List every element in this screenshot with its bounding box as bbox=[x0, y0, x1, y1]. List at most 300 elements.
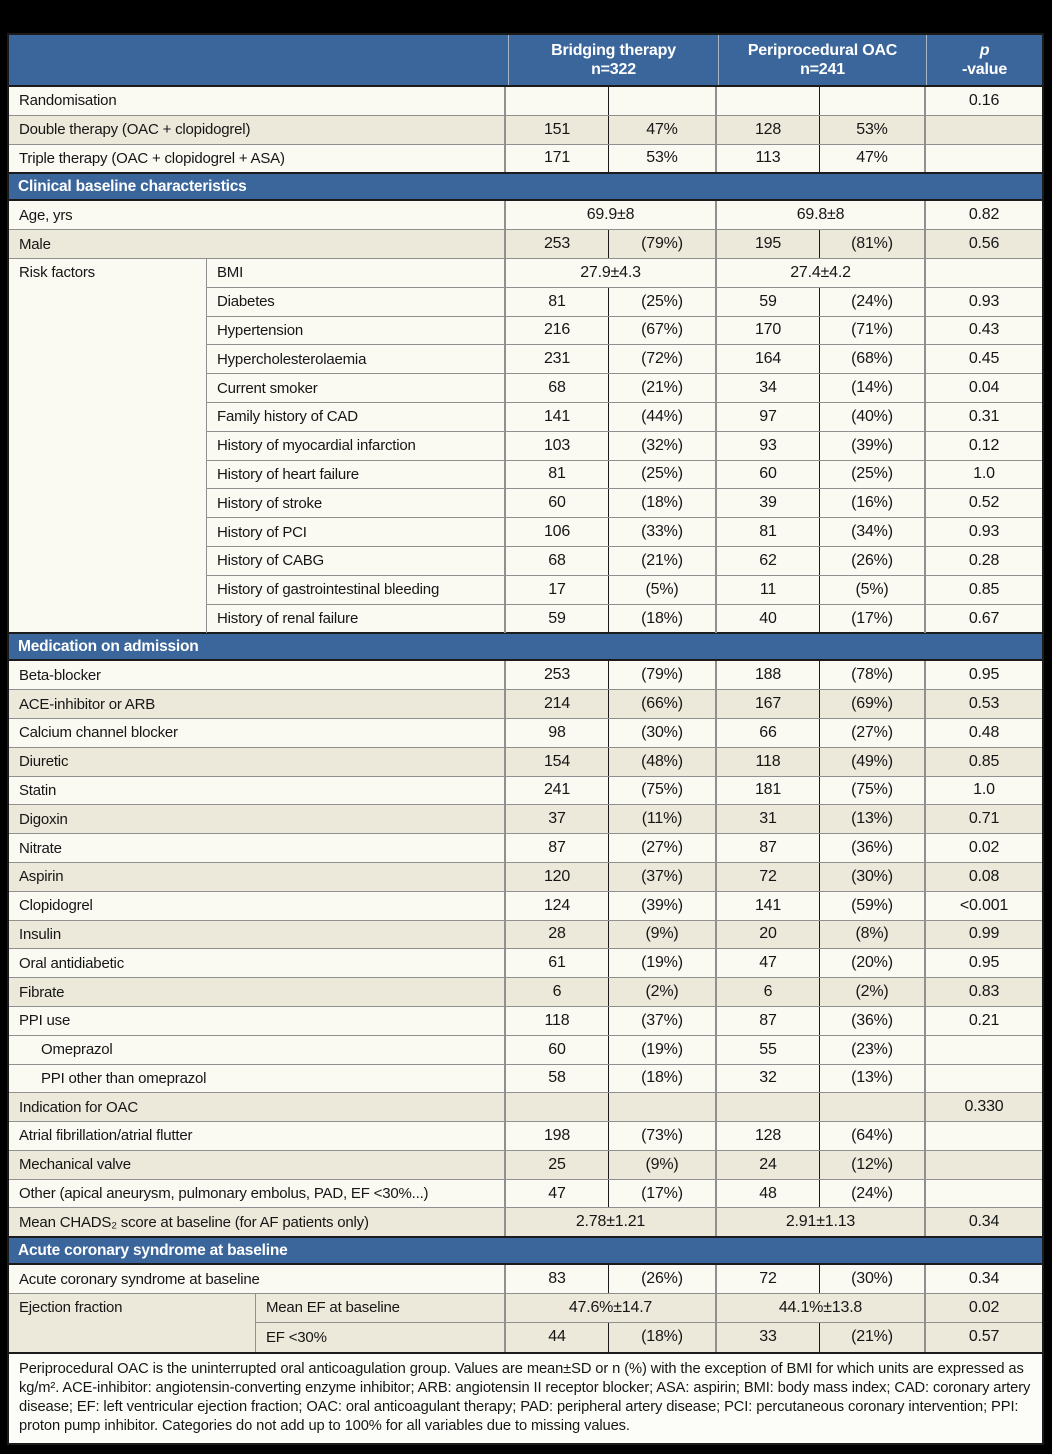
pvalue-cell: 0.43 bbox=[968, 321, 1000, 339]
pvalue-cell: 0.04 bbox=[968, 379, 1000, 397]
table-row bbox=[9, 1007, 1042, 1036]
count-cell: 17 bbox=[506, 576, 609, 604]
count-cell: 48 bbox=[717, 1180, 820, 1208]
count-cell: 81 bbox=[506, 288, 609, 316]
header-group-periprocedural-oac bbox=[719, 35, 927, 85]
subrow-label: Hypertension bbox=[207, 317, 506, 345]
pvalue-italic-p: p bbox=[979, 42, 990, 59]
pvalue-cell bbox=[926, 1180, 1042, 1208]
count-cell: 171 bbox=[506, 145, 609, 173]
pvalue-cell: 0.85 bbox=[968, 752, 1000, 770]
merged-value-cell: 27.4±4.2 bbox=[717, 259, 926, 287]
percent-cell: (24%) bbox=[820, 1180, 926, 1208]
count-cell: 103 bbox=[506, 432, 609, 460]
count-cell: 141 bbox=[717, 892, 820, 920]
pvalue-cell bbox=[926, 1065, 1042, 1093]
percent-cell bbox=[820, 1093, 926, 1121]
count-cell: 181 bbox=[717, 777, 820, 805]
row-label: Statin bbox=[9, 777, 506, 805]
table-footnote: Periprocedural OAC is the uninterrupted oral anticoagulation group. Values are mean±SD or n (%) with the exception of BMI for which units are expressed as kg/m². ACE-inhibitor: angiotensin-converting enzyme inhibitor; ARB: angiotensin II receptor blocker; ASA: aspirin; BMI: body mass index; CAD: coronary artery disease; EF: left ventricular ejection fraction; OAC: oral anticoagulant therapy; PAD: peripheral artery disease; PCI: percutaneous coronary intervention; PPI: proton pump inhibitor. Categories do not add up to 100% for all variables due to missing values. bbox=[9, 1352, 1042, 1443]
merged-value-cell: 44.1%±13.8 bbox=[717, 1294, 926, 1322]
table-row bbox=[9, 863, 1042, 892]
table-subrow bbox=[207, 345, 1042, 374]
pvalue-rest: -value bbox=[961, 61, 1008, 78]
group-row-label: Ejection fraction bbox=[9, 1294, 256, 1352]
pvalue-cell: 0.34 bbox=[968, 1213, 1000, 1231]
count-cell: 81 bbox=[717, 518, 820, 546]
count-cell: 106 bbox=[506, 518, 609, 546]
percent-cell: (21%) bbox=[820, 1323, 926, 1352]
percent-cell: (37%) bbox=[609, 1007, 717, 1035]
percent-cell: (2%) bbox=[820, 978, 926, 1006]
pvalue-cell: 0.99 bbox=[968, 925, 1000, 943]
percent-cell: (27%) bbox=[820, 719, 926, 747]
row-label: Nitrate bbox=[9, 834, 506, 862]
percent-cell: (9%) bbox=[609, 921, 717, 949]
section-header-row: Medication on admission bbox=[9, 632, 1042, 661]
subrow-label: History of gastrointestinal bleeding bbox=[207, 576, 506, 604]
section-header-row: Clinical baseline characteristics bbox=[9, 172, 1042, 201]
subrow-label: History of CABG bbox=[207, 547, 506, 575]
percent-cell: (18%) bbox=[609, 1323, 717, 1352]
percent-cell: (21%) bbox=[609, 374, 717, 402]
pvalue-cell: 0.08 bbox=[968, 867, 1000, 885]
percent-cell bbox=[820, 87, 926, 115]
table-row bbox=[9, 777, 1042, 806]
percent-cell: (13%) bbox=[820, 805, 926, 833]
percent-cell: (25%) bbox=[820, 461, 926, 489]
percent-cell: (21%) bbox=[609, 547, 717, 575]
percent-cell: (18%) bbox=[609, 1065, 717, 1093]
count-cell bbox=[717, 87, 820, 115]
subrow-label: History of heart failure bbox=[207, 461, 506, 489]
table-row bbox=[9, 145, 1042, 174]
percent-cell bbox=[609, 87, 717, 115]
pvalue-cell: <0.001 bbox=[959, 896, 1009, 914]
percent-cell: (19%) bbox=[609, 1036, 717, 1064]
merged-value-cell: 2.78±1.21 bbox=[506, 1208, 717, 1236]
table-row bbox=[9, 978, 1042, 1007]
row-label: Diuretic bbox=[9, 748, 506, 776]
count-cell: 87 bbox=[717, 1007, 820, 1035]
count-cell: 154 bbox=[506, 748, 609, 776]
count-cell: 164 bbox=[717, 345, 820, 373]
pvalue-cell: 0.71 bbox=[968, 810, 1000, 828]
pvalue-cell: 0.56 bbox=[968, 235, 1000, 253]
count-cell bbox=[717, 1093, 820, 1121]
percent-cell: (24%) bbox=[820, 288, 926, 316]
count-cell: 97 bbox=[717, 403, 820, 431]
table-row bbox=[9, 805, 1042, 834]
count-cell: 55 bbox=[717, 1036, 820, 1064]
row-label: Fibrate bbox=[9, 978, 506, 1006]
count-cell: 98 bbox=[506, 719, 609, 747]
percent-cell: (69%) bbox=[820, 690, 926, 718]
percent-cell: (12%) bbox=[820, 1151, 926, 1179]
row-label: Oral antidiabetic bbox=[9, 949, 506, 977]
table-header-row bbox=[9, 35, 1042, 87]
pvalue-cell: 0.21 bbox=[968, 1011, 1000, 1029]
percent-cell: (5%) bbox=[820, 576, 926, 604]
percent-cell: (39%) bbox=[820, 432, 926, 460]
header-pvalue bbox=[927, 35, 1042, 85]
percent-cell: (40%) bbox=[820, 403, 926, 431]
count-cell: 25 bbox=[506, 1151, 609, 1179]
count-cell: 20 bbox=[717, 921, 820, 949]
table-row bbox=[9, 690, 1042, 719]
group-subrows bbox=[256, 1294, 1042, 1352]
count-cell: 241 bbox=[506, 777, 609, 805]
row-label: Calcium channel blocker bbox=[9, 719, 506, 747]
count-cell: 60 bbox=[506, 1036, 609, 1064]
table-body bbox=[9, 87, 1042, 1352]
count-cell: 6 bbox=[506, 978, 609, 1006]
pvalue-cell: 0.34 bbox=[968, 1270, 1000, 1288]
pvalue-cell: 0.52 bbox=[968, 494, 1000, 512]
pvalue-cell: 0.31 bbox=[968, 407, 1000, 425]
percent-cell: (19%) bbox=[609, 949, 717, 977]
percent-cell: (17%) bbox=[820, 605, 926, 634]
merged-value-cell: 69.9±8 bbox=[506, 201, 717, 229]
pvalue-cell: 0.57 bbox=[968, 1328, 1000, 1346]
count-cell: 83 bbox=[506, 1265, 609, 1293]
pvalue-cell: 0.95 bbox=[968, 954, 1000, 972]
row-label: Aspirin bbox=[9, 863, 506, 891]
percent-cell: (18%) bbox=[609, 605, 717, 634]
count-cell: 62 bbox=[717, 547, 820, 575]
percent-cell: (71%) bbox=[820, 317, 926, 345]
table-subrow bbox=[207, 461, 1042, 490]
row-label: Acute coronary syndrome at baseline bbox=[9, 1265, 506, 1293]
count-cell: 68 bbox=[506, 374, 609, 402]
count-cell: 81 bbox=[506, 461, 609, 489]
percent-cell: (5%) bbox=[609, 576, 717, 604]
percent-cell: (30%) bbox=[820, 1265, 926, 1293]
table-subrow bbox=[207, 317, 1042, 346]
percent-cell: (27%) bbox=[609, 834, 717, 862]
percent-cell: (30%) bbox=[820, 863, 926, 891]
count-cell: 188 bbox=[717, 661, 820, 689]
percent-cell: 47% bbox=[609, 116, 717, 144]
pvalue-cell bbox=[926, 145, 1042, 173]
count-cell: 60 bbox=[506, 489, 609, 517]
count-cell: 34 bbox=[717, 374, 820, 402]
percent-cell: (25%) bbox=[609, 461, 717, 489]
count-cell: 68 bbox=[506, 547, 609, 575]
row-label: Omeprazol bbox=[9, 1036, 506, 1064]
row-label: Indication for OAC bbox=[9, 1093, 506, 1121]
percent-cell: (48%) bbox=[609, 748, 717, 776]
percent-cell: (30%) bbox=[609, 719, 717, 747]
count-cell: 59 bbox=[717, 288, 820, 316]
table-subrow bbox=[207, 518, 1042, 547]
section-header-row: Acute coronary syndrome at baseline bbox=[9, 1236, 1042, 1265]
table-subrow bbox=[207, 259, 1042, 288]
count-cell: 87 bbox=[506, 834, 609, 862]
table-row bbox=[9, 1265, 1042, 1294]
count-cell: 93 bbox=[717, 432, 820, 460]
header-empty-cell bbox=[9, 35, 509, 85]
count-cell: 59 bbox=[506, 605, 609, 634]
pvalue-cell: 0.48 bbox=[968, 723, 1000, 741]
pvalue-cell: 0.02 bbox=[968, 839, 1000, 857]
count-cell: 124 bbox=[506, 892, 609, 920]
count-cell: 141 bbox=[506, 403, 609, 431]
table-row bbox=[9, 87, 1042, 116]
pvalue-cell: 0.12 bbox=[968, 436, 1000, 454]
pvalue-cell: 0.28 bbox=[968, 551, 1000, 569]
pvalue-cell bbox=[926, 1122, 1042, 1150]
percent-cell: (2%) bbox=[609, 978, 717, 1006]
count-cell: 167 bbox=[717, 690, 820, 718]
count-cell: 58 bbox=[506, 1065, 609, 1093]
pvalue-cell: 0.02 bbox=[968, 1298, 1000, 1316]
baseline-characteristics-table bbox=[7, 33, 1044, 1445]
table-subrow bbox=[207, 374, 1042, 403]
count-cell: 253 bbox=[506, 230, 609, 258]
row-label: Age, yrs bbox=[9, 201, 506, 229]
count-cell: 118 bbox=[506, 1007, 609, 1035]
table-row bbox=[9, 834, 1042, 863]
count-cell: 39 bbox=[717, 489, 820, 517]
row-label: PPI use bbox=[9, 1007, 506, 1035]
table-subrow bbox=[256, 1294, 1042, 1323]
count-cell: 128 bbox=[717, 116, 820, 144]
count-cell: 47 bbox=[717, 949, 820, 977]
row-label: Digoxin bbox=[9, 805, 506, 833]
table-row bbox=[9, 719, 1042, 748]
pvalue-cell: 1.0 bbox=[973, 465, 995, 483]
percent-cell: (16%) bbox=[820, 489, 926, 517]
pvalue-cell: 0.93 bbox=[968, 523, 1000, 541]
pvalue-cell: 0.53 bbox=[968, 695, 1000, 713]
table-subrow bbox=[207, 489, 1042, 518]
group-subrows bbox=[207, 259, 1042, 633]
count-cell bbox=[506, 1093, 609, 1121]
row-label: Insulin bbox=[9, 921, 506, 949]
table-row bbox=[9, 1208, 1042, 1237]
pvalue-cell: 0.67 bbox=[968, 609, 1000, 627]
count-cell: 11 bbox=[717, 576, 820, 604]
group2-n: n=241 bbox=[800, 61, 845, 78]
merged-value-cell: 47.6%±14.7 bbox=[506, 1294, 717, 1322]
table-row bbox=[9, 1036, 1042, 1065]
row-label: ACE-inhibitor or ARB bbox=[9, 690, 506, 718]
count-cell: 128 bbox=[717, 1122, 820, 1150]
count-cell: 231 bbox=[506, 345, 609, 373]
count-cell: 24 bbox=[717, 1151, 820, 1179]
table-row bbox=[9, 1180, 1042, 1209]
count-cell: 216 bbox=[506, 317, 609, 345]
percent-cell: (79%) bbox=[609, 661, 717, 689]
subrow-label: History of PCI bbox=[207, 518, 506, 546]
table-row bbox=[9, 230, 1042, 259]
count-cell: 31 bbox=[717, 805, 820, 833]
percent-cell: (68%) bbox=[820, 345, 926, 373]
row-label: Atrial fibrillation/atrial flutter bbox=[9, 1122, 506, 1150]
percent-cell: (26%) bbox=[820, 547, 926, 575]
percent-cell: (9%) bbox=[609, 1151, 717, 1179]
count-cell: 40 bbox=[717, 605, 820, 634]
merged-value-cell: 27.9±4.3 bbox=[506, 259, 717, 287]
merged-value-cell: 69.8±8 bbox=[717, 201, 926, 229]
count-cell: 44 bbox=[506, 1323, 609, 1352]
group-row-label: Risk factors bbox=[9, 259, 207, 633]
pvalue-cell: 0.95 bbox=[968, 666, 1000, 684]
percent-cell: (33%) bbox=[609, 518, 717, 546]
count-cell: 47 bbox=[506, 1180, 609, 1208]
percent-cell: (81%) bbox=[820, 230, 926, 258]
pvalue-cell: 0.85 bbox=[968, 580, 1000, 598]
subrow-label: Diabetes bbox=[207, 288, 506, 316]
pvalue-cell bbox=[926, 1151, 1042, 1179]
percent-cell: (11%) bbox=[609, 805, 717, 833]
percent-cell: (34%) bbox=[820, 518, 926, 546]
percent-cell: (64%) bbox=[820, 1122, 926, 1150]
pvalue-cell: 0.16 bbox=[968, 91, 1000, 109]
group-row bbox=[9, 259, 1042, 633]
group1-title: Bridging therapy bbox=[551, 42, 676, 59]
percent-cell: (72%) bbox=[609, 345, 717, 373]
pvalue-cell: 0.330 bbox=[964, 1098, 1004, 1116]
row-label: Other (apical aneurysm, pulmonary embolus, PAD, EF <30%...) bbox=[9, 1180, 506, 1208]
percent-cell: 47% bbox=[820, 145, 926, 173]
row-label: PPI other than omeprazol bbox=[9, 1065, 506, 1093]
row-label: Double therapy (OAC + clopidogrel) bbox=[9, 116, 506, 144]
count-cell: 37 bbox=[506, 805, 609, 833]
table-subrow bbox=[207, 547, 1042, 576]
row-label: Triple therapy (OAC + clopidogrel + ASA) bbox=[9, 145, 506, 173]
subrow-label: Mean EF at baseline bbox=[256, 1294, 506, 1322]
percent-cell: (8%) bbox=[820, 921, 926, 949]
table-subrow bbox=[207, 403, 1042, 432]
row-label: Mechanical valve bbox=[9, 1151, 506, 1179]
percent-cell: (36%) bbox=[820, 1007, 926, 1035]
percent-cell: (78%) bbox=[820, 661, 926, 689]
percent-cell: (59%) bbox=[820, 892, 926, 920]
percent-cell: (17%) bbox=[609, 1180, 717, 1208]
row-label: Mean CHADS₂ score at baseline (for AF patients only) bbox=[9, 1208, 506, 1236]
table-row bbox=[9, 949, 1042, 978]
table-row bbox=[9, 921, 1042, 950]
subrow-label: History of stroke bbox=[207, 489, 506, 517]
group2-title: Periprocedural OAC bbox=[747, 42, 898, 59]
count-cell: 72 bbox=[717, 1265, 820, 1293]
pvalue-cell: 0.82 bbox=[968, 206, 1000, 224]
table-subrow bbox=[256, 1323, 1042, 1352]
count-cell: 170 bbox=[717, 317, 820, 345]
percent-cell: (75%) bbox=[609, 777, 717, 805]
row-label: Male bbox=[9, 230, 506, 258]
subrow-label: Hypercholesterolaemia bbox=[207, 345, 506, 373]
percent-cell: (67%) bbox=[609, 317, 717, 345]
count-cell bbox=[506, 87, 609, 115]
percent-cell: (79%) bbox=[609, 230, 717, 258]
subrow-label: BMI bbox=[207, 259, 506, 287]
count-cell: 120 bbox=[506, 863, 609, 891]
count-cell: 214 bbox=[506, 690, 609, 718]
percent-cell: (18%) bbox=[609, 489, 717, 517]
count-cell: 253 bbox=[506, 661, 609, 689]
table-row bbox=[9, 1151, 1042, 1180]
pvalue-cell: 1.0 bbox=[973, 781, 995, 799]
count-cell: 32 bbox=[717, 1065, 820, 1093]
table-subrow bbox=[207, 432, 1042, 461]
table-row bbox=[9, 661, 1042, 690]
table-subrow bbox=[207, 605, 1042, 634]
percent-cell: (66%) bbox=[609, 690, 717, 718]
count-cell: 28 bbox=[506, 921, 609, 949]
count-cell: 151 bbox=[506, 116, 609, 144]
header-group-bridging-therapy bbox=[509, 35, 719, 85]
table-row bbox=[9, 1122, 1042, 1151]
group1-n: n=322 bbox=[591, 61, 636, 78]
count-cell: 87 bbox=[717, 834, 820, 862]
percent-cell: (44%) bbox=[609, 403, 717, 431]
percent-cell: (26%) bbox=[609, 1265, 717, 1293]
percent-cell: (39%) bbox=[609, 892, 717, 920]
table-row bbox=[9, 201, 1042, 230]
count-cell: 66 bbox=[717, 719, 820, 747]
table-row bbox=[9, 748, 1042, 777]
count-cell: 6 bbox=[717, 978, 820, 1006]
count-cell: 60 bbox=[717, 461, 820, 489]
pvalue-cell: 0.45 bbox=[968, 350, 1000, 368]
percent-cell: 53% bbox=[609, 145, 717, 173]
percent-cell: (14%) bbox=[820, 374, 926, 402]
percent-cell: (73%) bbox=[609, 1122, 717, 1150]
count-cell: 118 bbox=[717, 748, 820, 776]
table-row bbox=[9, 892, 1042, 921]
count-cell: 195 bbox=[717, 230, 820, 258]
table-subrow bbox=[207, 576, 1042, 605]
count-cell: 61 bbox=[506, 949, 609, 977]
percent-cell: (23%) bbox=[820, 1036, 926, 1064]
merged-value-cell: 2.91±1.13 bbox=[717, 1208, 926, 1236]
subrow-label: History of myocardial infarction bbox=[207, 432, 506, 460]
subrow-label: History of renal failure bbox=[207, 605, 506, 634]
count-cell: 198 bbox=[506, 1122, 609, 1150]
group-row bbox=[9, 1294, 1042, 1352]
table-row bbox=[9, 1093, 1042, 1122]
percent-cell: (37%) bbox=[609, 863, 717, 891]
percent-cell: (32%) bbox=[609, 432, 717, 460]
pvalue-cell: 0.83 bbox=[968, 983, 1000, 1000]
subrow-label: Family history of CAD bbox=[207, 403, 506, 431]
row-label: Randomisation bbox=[9, 87, 506, 115]
percent-cell bbox=[609, 1093, 717, 1121]
percent-cell: (25%) bbox=[609, 288, 717, 316]
row-label: Beta-blocker bbox=[9, 661, 506, 689]
count-cell: 72 bbox=[717, 863, 820, 891]
table-row bbox=[9, 116, 1042, 145]
row-label: Clopidogrel bbox=[9, 892, 506, 920]
subrow-label: EF <30% bbox=[256, 1323, 506, 1352]
subrow-label: Current smoker bbox=[207, 374, 506, 402]
percent-cell: (36%) bbox=[820, 834, 926, 862]
pvalue-cell bbox=[926, 1036, 1042, 1064]
count-cell: 113 bbox=[717, 145, 820, 173]
pvalue-cell bbox=[926, 259, 1042, 287]
table-row bbox=[9, 1065, 1042, 1094]
table-subrow bbox=[207, 288, 1042, 317]
percent-cell: (20%) bbox=[820, 949, 926, 977]
percent-cell: (49%) bbox=[820, 748, 926, 776]
percent-cell: 53% bbox=[820, 116, 926, 144]
count-cell: 33 bbox=[717, 1323, 820, 1352]
pvalue-cell: 0.93 bbox=[968, 292, 1000, 310]
percent-cell: (75%) bbox=[820, 777, 926, 805]
